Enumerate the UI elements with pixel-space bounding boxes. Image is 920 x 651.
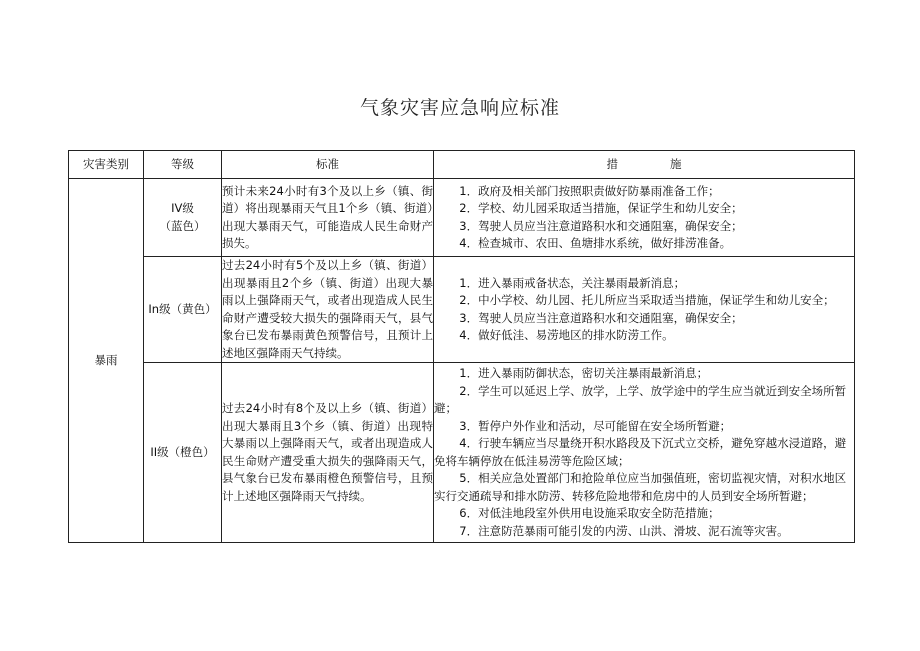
measure-item: 4．做好低洼、易涝地区的排水防涝工作。 [459, 328, 674, 342]
response-standards-table [68, 150, 855, 543]
measure-item: 4．行驶车辆应当尽量绕开积水路段及下沉式立交桥，避免穿越水浸道路，避免将车辆停放在低洼易涝等危险区域； [434, 436, 847, 468]
header-measures-a: 措 [606, 156, 618, 171]
page-title: 气象灾害应急响应标准 [359, 97, 560, 119]
measure-item: 1．进入暴雨戒备状态，关注暴雨最新消息； [459, 275, 686, 290]
table-row [69, 363, 855, 543]
header-category: 灾害类别 [69, 151, 144, 179]
measure-item: 4．检查城市、农田、鱼塘排水系统，做好排涝准备。 [459, 236, 732, 250]
level-cell [144, 257, 222, 363]
standard-cell: 过去24小时有8个及以上乡（镇、街道）出现大暴雨且3个乡（镇、街道）出现特大暴雨以上强降雨天气，或者出现造成人民生命财产遭受重大损失的强降雨天气，县气象台已发布暴雨橙色预警信号，且预计上述地区强降雨天气持续。 [222, 363, 434, 543]
measure-item: 7．注意防范暴雨可能引发的内涝、山洪、滑坡、泥石流等灾害。 [459, 523, 789, 538]
level-cell [144, 179, 222, 257]
header-measures [434, 151, 855, 179]
level-cell [144, 363, 222, 543]
measure-item: 2．学生可以延迟上学、放学，上学、放学途中的学生应当就近到安全场所暂避； [434, 383, 847, 415]
measure-item: 5．相关应急处置部门和抢险单位应当加强值班，密切监视灾情，对积水地区实行交通疏导和排水防涝、转移危险地带和危房中的人员到安全场所暂避； [434, 471, 847, 503]
level-name: IV级 [171, 201, 194, 215]
measures-cell [434, 179, 855, 257]
disaster-category-cell: 暴雨 [69, 179, 144, 543]
measure-item: 6．对低洼地段室外供用电设施采取安全防范措施； [459, 506, 720, 520]
measures-cell [434, 257, 855, 363]
measure-item: 3．驾驶人员应当注意道路积水和交通阻塞，确保安全； [459, 310, 743, 325]
measure-item: 2．学校、幼儿园采取适当措施，保证学生和幼儿安全； [459, 201, 743, 215]
measures-cell [434, 363, 855, 543]
measure-item: 1．进入暴雨防御状态，密切关注暴雨最新消息； [459, 366, 709, 380]
measure-item: 1．政府及相关部门按照职责做好防暴雨准备工作； [459, 183, 720, 198]
table-header-row [69, 151, 855, 179]
level-name: In级（黄色） [148, 301, 217, 316]
standard-cell: 预计未来24小时有3个及以上乡（镇、街道）将出现暴雨天气且1个乡（镇、街道）出现大暴雨天气，可能造成人民生命财产损失。 [222, 179, 434, 257]
measure-item: 3．暂停户外作业和活动，尽可能留在安全场所暂避； [459, 418, 732, 433]
header-measures-b: 施 [670, 156, 682, 171]
standard-cell: 过去24小时有5个及以上乡（镇、街道）出现暴雨且2个乡（镇、街道）出现大暴雨以上强降雨天气，或者出现造成人民生命财产遭受较大损失的强降雨天气，县气象台已发布暴雨黄色预警信号，且预计上述地区强降雨天气持续。 [222, 257, 434, 363]
level-name: II级（橙色） [150, 444, 215, 459]
table-row [69, 179, 855, 257]
level-color: （蓝色） [159, 218, 206, 233]
header-standard: 标准 [222, 151, 434, 179]
measure-item: 2．中小学校、幼儿园、托儿所应当采取适当措施，保证学生和幼儿安全； [459, 293, 835, 307]
measure-item: 3．驾驶人员应当注意道路积水和交通阻塞，确保安全； [459, 218, 743, 233]
table-row [69, 257, 855, 363]
header-level: 等级 [144, 151, 222, 179]
